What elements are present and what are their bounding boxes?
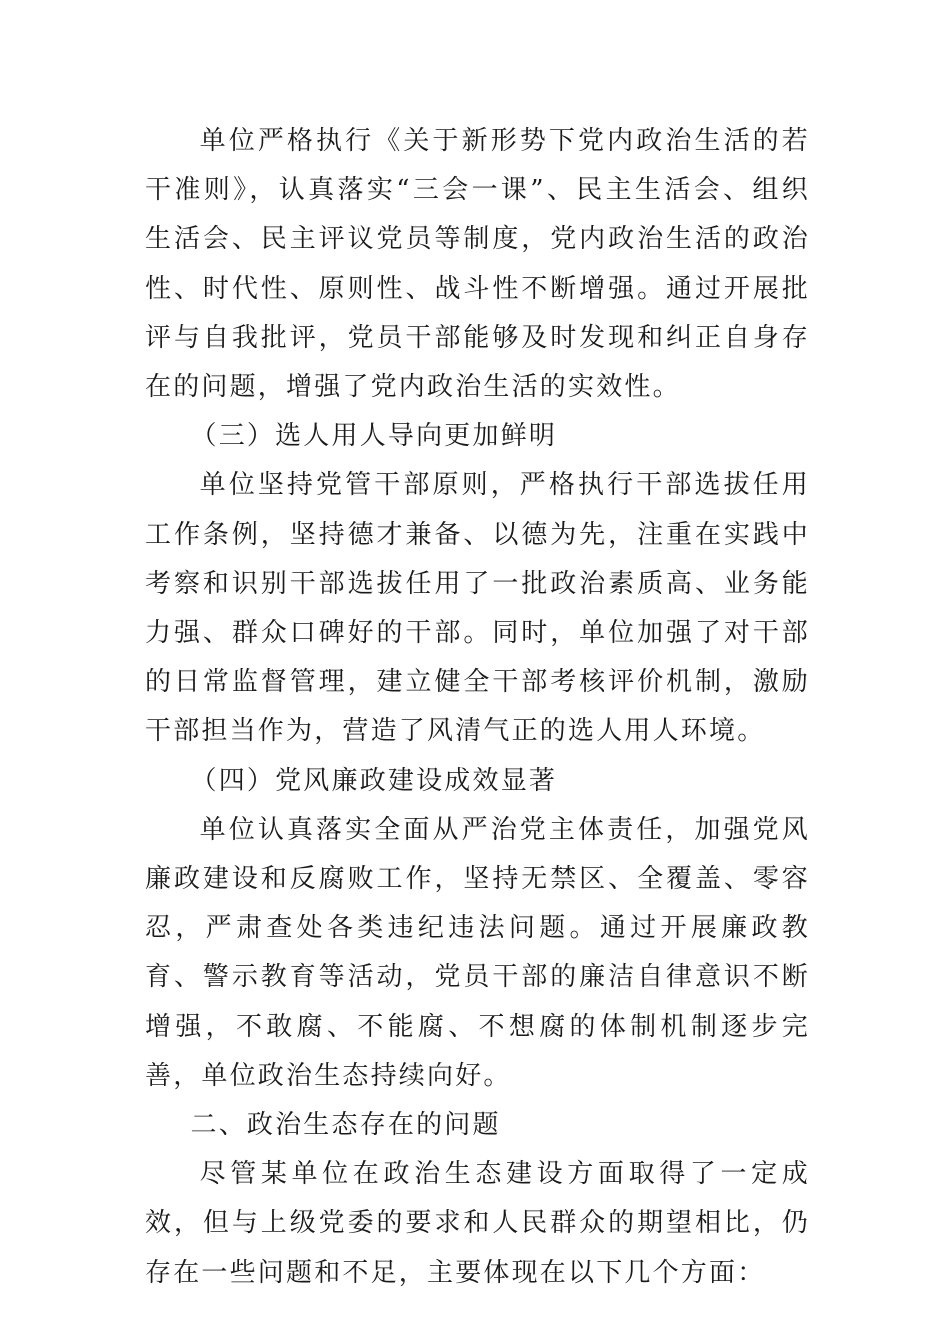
- paragraph-anti-corruption: 单位认真落实全面从严治党主体责任，加强党风廉政建设和反腐败工作，坚持无禁区、全覆盖、零容忍，严肃查处各类违纪违法问题。通过开展廉政教育、警示教育等活动，党员干部的廉洁自律意识不断增强，不敢腐、不能腐、不想腐的体制机制逐步完善，单位政治生态持续向好。: [145, 814, 810, 1091]
- heading-existing-problems: 二、政治生态存在的问题: [190, 1110, 501, 1141]
- heading-anti-corruption: （四）党风廉政建设成效显著: [190, 765, 558, 796]
- paragraph-political-life: 单位严格执行《关于新形势下党内政治生活的若干准则》，认真落实“三会一课”、民主生活会、组织生活会、民主评议党员等制度，党内政治生活的政治性、时代性、原则性、战斗性不断增强。通过开展批评与自我批评，党员干部能够及时发现和纠正自身存在的问题，增强了党内政治生活的实效性。: [145, 126, 810, 403]
- paragraph-cadre-selection: 单位坚持党管干部原则，严格执行干部选拔任用工作条例，坚持德才兼备、以德为先，注重在实践中考察和识别干部选拔任用了一批政治素质高、业务能力强、群众口碑好的干部。同时，单位加强了对干部的日常监督管理，建立健全干部考核评价机制，激励干部担当作为，营造了风清气正的选人用人环境。: [145, 470, 810, 747]
- paragraph-existing-problems: 尽管某单位在政治生态建设方面取得了一定成效，但与上级党委的要求和人民群众的期望相比，仍存在一些问题和不足，主要体现在以下几个方面：: [145, 1159, 810, 1288]
- document-body: [145, 117, 810, 1298]
- heading-cadre-selection: （三）选人用人导向更加鲜明: [190, 421, 558, 452]
